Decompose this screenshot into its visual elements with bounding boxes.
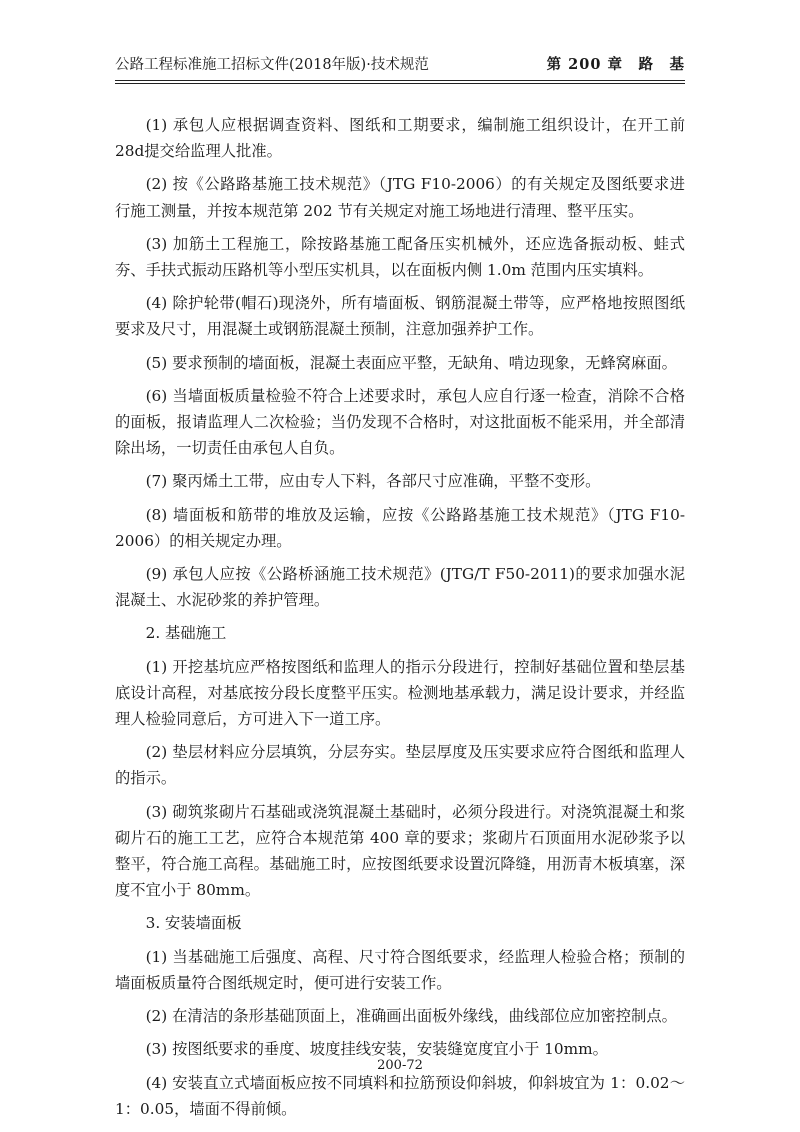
paragraph: (2) 按《公路路基施工技术规范》（JTG F10-2006）的有关规定及图纸要求进行施工测量，并按本规范第 202 节有关规定对施工场地进行清理、整平压实。: [115, 175, 685, 220]
section-heading: 2. 基础施工: [145, 624, 227, 643]
paragraph: (1) 承包人应根据调查资料、图纸和工期要求，编制施工组织设计，在开工前28d提交给监理人批准。: [115, 116, 685, 161]
section-heading: 3. 安装墙面板: [145, 914, 242, 933]
paragraph: (2) 垫层材料应分层填筑，分层夯实。垫层厚度及压实要求应符合图纸和监理人的指示。: [115, 743, 685, 788]
paragraph: (1) 当基础施工后强度、高程、尺寸符合图纸要求，经监理人检验合格；预制的墙面板质量符合图纸规定时，便可进行安装工作。: [115, 947, 685, 992]
paragraph: (3) 加筋土工程施工，除按路基施工配备压实机械外，还应选备振动板、蛙式夯、手扶式振动压路机等小型压实机具，以在面板内侧 1.0m 范围内压实填料。: [115, 234, 685, 280]
paragraph: (1) 开挖基坑应严格按图纸和监理人的指示分段进行，控制好基础位置和垫层基底设计高程，对基底按分段长度整平压实。检测地基承载力，满足设计要求，并经监理人检验同意后，方可进入下一道工序。: [115, 657, 685, 729]
page-header: [115, 52, 685, 78]
page-number: 200-72: [377, 1058, 423, 1073]
paragraph: (3) 砌筑浆砌片石基础或浇筑混凝土基础时，必须分段进行。对浇筑混凝土和浆砌片石的施工工艺，应符合本规范第 400 章的要求；浆砌片石顶面用水泥砂浆予以整平，符合施工高程。基础施工时，应按图纸要求设置沉降缝，用沥青木板填塞，深度不宜小于 80mm。: [115, 802, 685, 900]
paragraph: (7) 聚丙烯土工带，应由专人下料，各部尺寸应准确，平整不变形。: [145, 472, 601, 491]
paragraph: (3) 按图纸要求的垂度、坡度挂线安装，安装缝宽度宜小于 10mm。: [145, 1040, 608, 1059]
paragraph: (6) 当墙面板质量检验不符合上述要求时，承包人应自行逐一检查，消除不合格的面板，报请监理人二次检验；当仍发现不合格时，对这批面板不能采用，并全部清除出场，一切责任由承包人自负。: [115, 386, 685, 458]
header-rule-thin: [115, 83, 685, 84]
chapter-title: 第 200 章 路 基: [546, 56, 685, 73]
paragraph: (9) 承包人应按《公路桥涵施工技术规范》(JTG/T F50-2011)的要求加强水泥混凝土、水泥砂浆的养护管理。: [115, 565, 685, 610]
header-rule: [115, 80, 685, 81]
body-text: [115, 112, 685, 1129]
paragraph: (4) 安装直立式墙面板应按不同填料和拉筋预设仰斜坡，仰斜坡宜为 1：0.02～1：0.05，墙面不得前倾。: [115, 1073, 685, 1118]
paragraph: (2) 在清洁的条形基础顶面上，准确画出面板外缘线，曲线部位应加密控制点。: [145, 1007, 677, 1026]
paragraph: (8) 墙面板和筋带的堆放及运输，应按《公路路基施工技术规范》（JTG F10-2006）的相关规定办理。: [115, 505, 685, 550]
paragraph: (5) 要求预制的墙面板，混凝土表面应平整，无缺角、啃边现象，无蜂窝麻面。: [145, 353, 677, 372]
document-title: 公路工程标准施工招标文件(2018年版)·技术规范: [115, 57, 429, 73]
paragraph: (4) 除护轮带(帽石)现浇外，所有墙面板、钢筋混凝土带等，应严格地按照图纸要求及尺寸，用混凝土或钢筋混凝土预制，注意加强养护工作。: [115, 294, 685, 339]
